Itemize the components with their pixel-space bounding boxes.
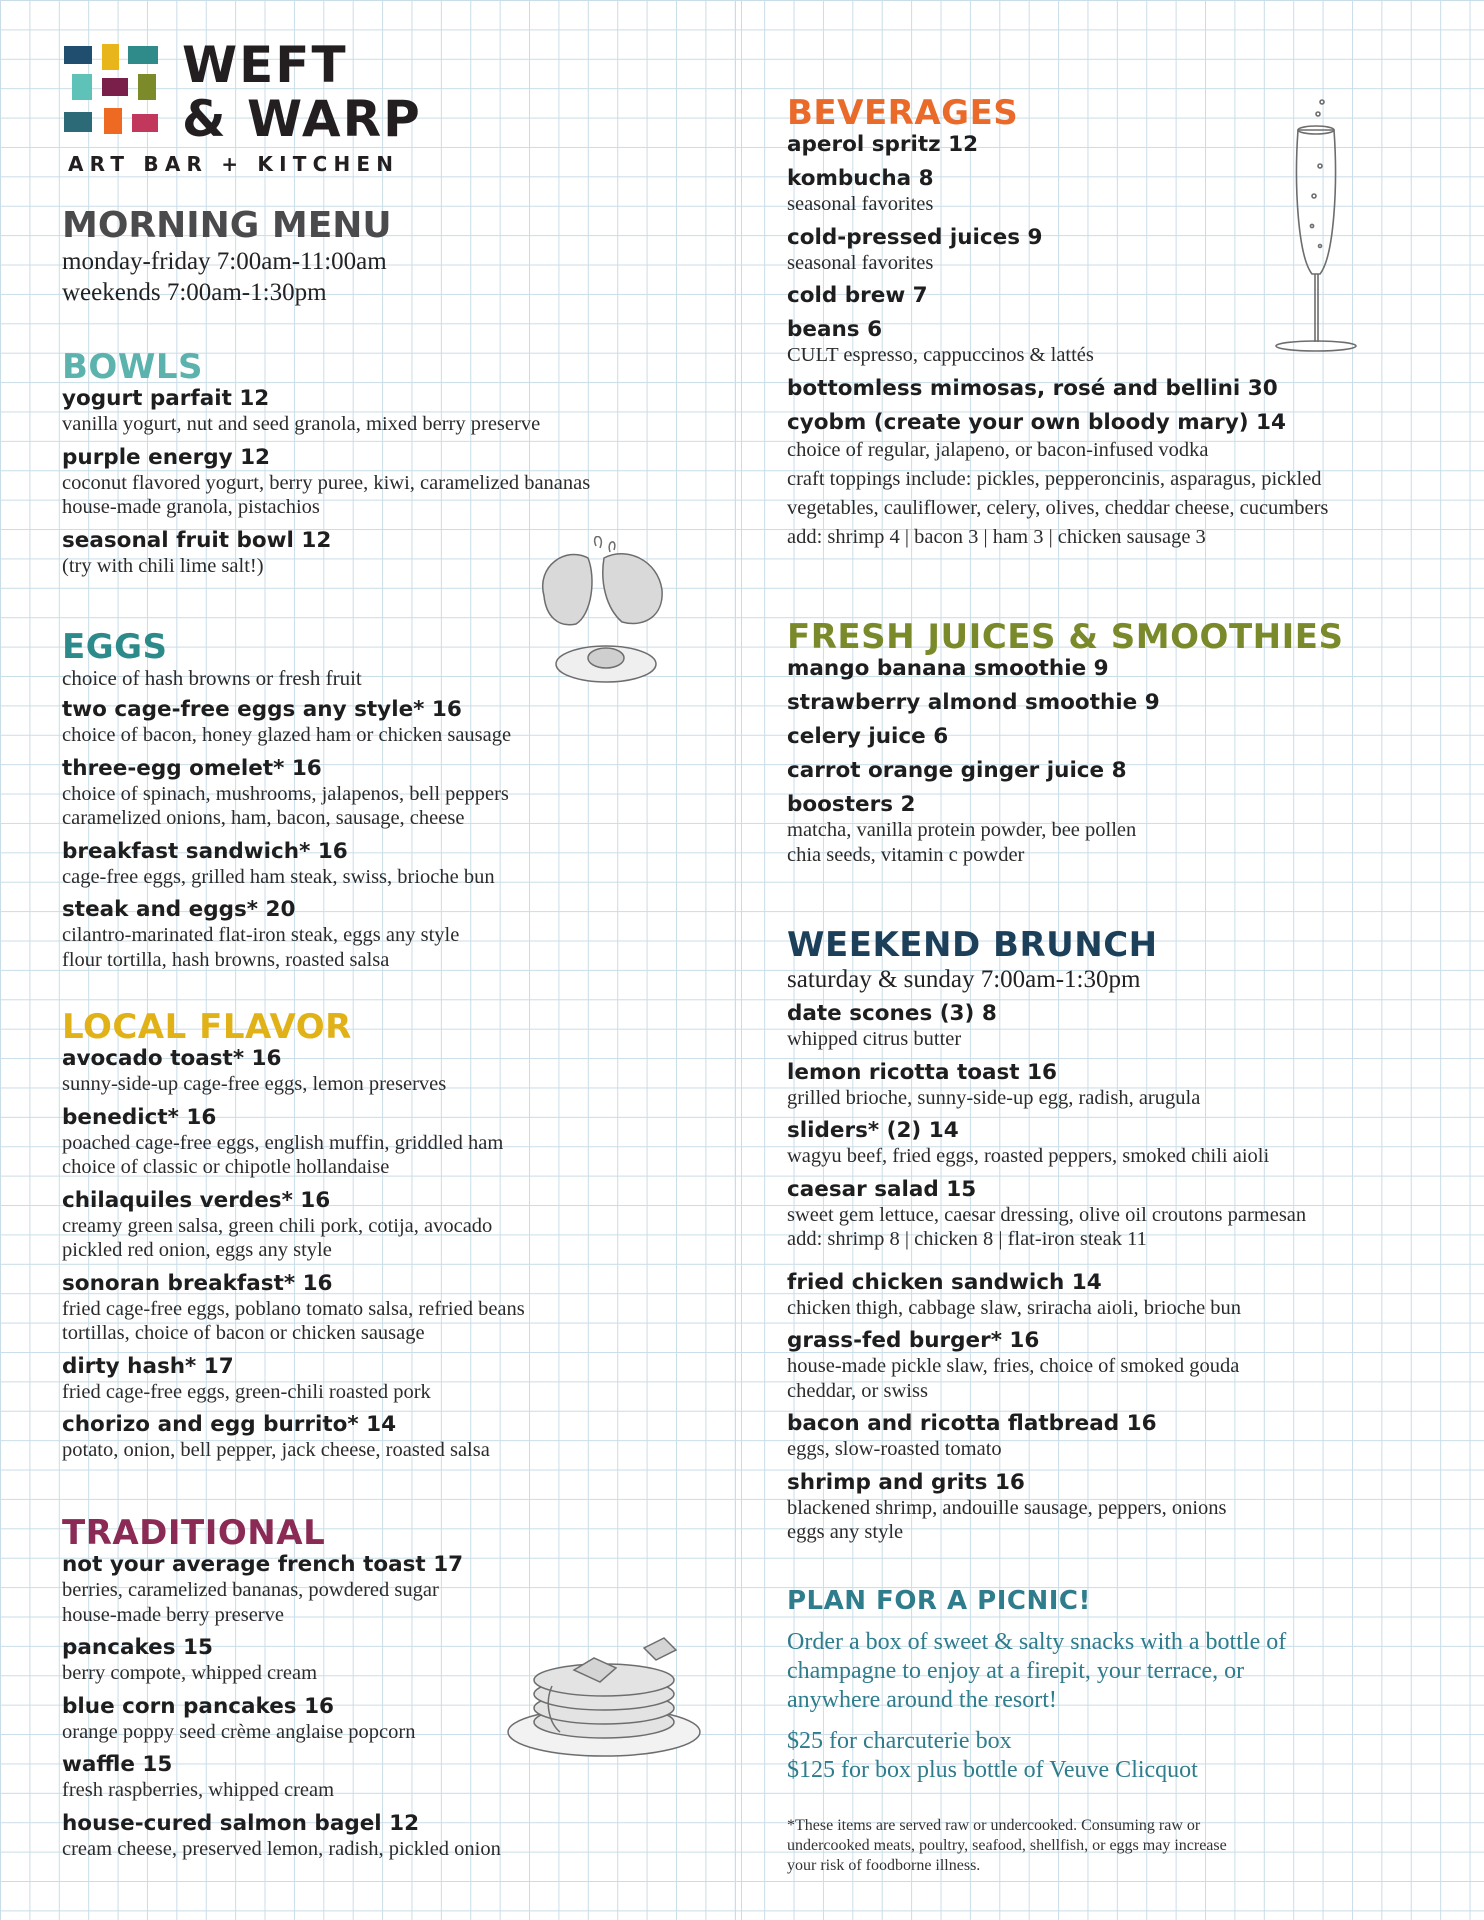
menu-item bbox=[62, 1271, 702, 1346]
menu-item-name: cyobm (create your own bloody mary) 14 bbox=[787, 409, 1286, 435]
menu-item-name: dirty hash* 17 bbox=[62, 1353, 234, 1379]
menu-item-description: cilantro-marinated flat-iron steak, eggs any style bbox=[62, 924, 460, 946]
menu-item-description: flour tortilla, hash browns, roasted salsa bbox=[62, 948, 390, 971]
eggs-illustration bbox=[536, 536, 686, 706]
menu-item-description: CULT espresso, cappuccinos & lattés bbox=[787, 344, 1094, 366]
menu-item-name: boosters 2 bbox=[787, 792, 916, 817]
menu-item bbox=[787, 792, 1447, 867]
logo-tile bbox=[102, 44, 119, 70]
menu-item-name: celery juice 6 bbox=[787, 724, 949, 749]
weekday-hours: monday-friday 7:00am-11:00am bbox=[62, 248, 387, 275]
menu-item-description: house-made berry preserve bbox=[62, 1603, 284, 1626]
menu-item bbox=[787, 724, 1447, 750]
menu-item-description: vegetables, cauliflower, celery, olives, cheddar cheese, cucumbers bbox=[787, 496, 1329, 519]
menu-item-description: choice of classic or chipotle hollandaise bbox=[62, 1156, 390, 1178]
picnic-price-2: $125 for box plus bottle of Veuve Clicquot bbox=[787, 1757, 1198, 1783]
menu-item-description: berry compote, whipped cream bbox=[62, 1662, 318, 1684]
menu-item-name: steak and eggs* 20 bbox=[62, 897, 296, 922]
section-hours: saturday & sunday 7:00am-1:30pm bbox=[787, 966, 1141, 993]
menu-item-name: pancakes 15 bbox=[62, 1635, 213, 1660]
weekend-hours: weekends 7:00am-1:30pm bbox=[62, 279, 327, 306]
menu-item-description: poached cage-free eggs, english muffin, griddled ham bbox=[62, 1131, 504, 1154]
section-local-flavor bbox=[62, 1008, 702, 1471]
raw-food-footnote bbox=[787, 1816, 1427, 1876]
menu-item-description: cream cheese, preserved lemon, radish, pickled onion bbox=[62, 1837, 501, 1860]
logo-tile bbox=[104, 108, 122, 134]
menu-item-description: craft toppings include: pickles, pepperoncinis, asparagus, pickled bbox=[787, 467, 1322, 490]
menu-item bbox=[62, 1188, 702, 1263]
menu-item-name: fried chicken sandwich 14 bbox=[787, 1269, 1102, 1295]
picnic-line: anywhere around the resort! bbox=[787, 1687, 1057, 1713]
menu-item-name: yogurt parfait 12 bbox=[62, 386, 270, 411]
menu-item-name: waffle 15 bbox=[62, 1752, 173, 1777]
menu-item-name: carrot orange ginger juice 8 bbox=[787, 758, 1127, 783]
menu-item-description: caramelized onions, ham, bacon, sausage, cheese bbox=[62, 807, 465, 829]
morning-header bbox=[62, 206, 722, 308]
menu-item bbox=[787, 690, 1447, 716]
menu-item bbox=[62, 756, 702, 831]
picnic-price-1: $25 for charcuterie box bbox=[787, 1728, 1012, 1754]
menu-item bbox=[787, 1411, 1447, 1462]
menu-item-description: house-made pickle slaw, fries, choice of smoked gouda bbox=[787, 1355, 1240, 1377]
menu-item bbox=[787, 1270, 1447, 1321]
menu-item-name: house-cured salmon bagel 12 bbox=[62, 1810, 420, 1836]
logo-line1: WEFT bbox=[182, 36, 348, 94]
menu-item bbox=[787, 1060, 1447, 1111]
menu-item bbox=[62, 386, 702, 437]
menu-item bbox=[62, 1354, 702, 1405]
section-title: LOCAL FLAVOR bbox=[62, 1007, 352, 1047]
logo-tagline: ART BAR + KITCHEN bbox=[68, 152, 400, 176]
menu-item-description: blackened shrimp, andouille sausage, peppers, onions bbox=[787, 1496, 1227, 1519]
menu-item-description: orange poppy seed crème anglaise popcorn bbox=[62, 1720, 416, 1743]
champagne-glass-illustration bbox=[1268, 96, 1364, 356]
menu-item-description: (try with chili lime salt!) bbox=[62, 554, 264, 577]
brand-logo bbox=[64, 36, 444, 184]
picnic-title: PLAN FOR A PICNIC! bbox=[787, 1586, 1091, 1616]
menu-item-description: potato, onion, bell pepper, jack cheese, roasted salsa bbox=[62, 1439, 490, 1461]
picnic-line: champagne to enjoy at a firepit, your terrace, or bbox=[787, 1658, 1245, 1684]
menu-item-name: not your average french toast 17 bbox=[62, 1552, 464, 1577]
menu-item-name: purple energy 12 bbox=[62, 444, 271, 470]
footnote-line: *These items are served raw or undercooked. Consuming raw or bbox=[787, 1817, 1201, 1834]
menu-item bbox=[62, 1811, 702, 1862]
menu-item-name: cold brew 7 bbox=[787, 283, 928, 308]
section-title: TRADITIONAL bbox=[62, 1513, 326, 1553]
menu-item-description: seasonal favorites bbox=[787, 193, 934, 215]
logo-wordmark bbox=[182, 38, 422, 146]
menu-item bbox=[787, 758, 1447, 784]
menu-item bbox=[62, 445, 702, 520]
menu-item-description: tortillas, choice of bacon or chicken sausage bbox=[62, 1322, 425, 1344]
logo-line2: & WARP bbox=[182, 90, 422, 148]
menu-item-description: eggs any style bbox=[787, 1521, 904, 1543]
menu-item-description: fried cage-free eggs, green-chili roasted pork bbox=[62, 1380, 431, 1403]
menu-item-name: strawberry almond smoothie 9 bbox=[787, 690, 1160, 715]
menu-item bbox=[787, 656, 1447, 682]
menu-item bbox=[62, 1412, 702, 1463]
center-divider bbox=[735, 0, 742, 1920]
menu-item-name: bacon and ricotta flatbread 16 bbox=[787, 1411, 1157, 1436]
menu-item-description: vanilla yogurt, nut and seed granola, mixed berry preserve bbox=[62, 413, 541, 435]
menu-item bbox=[62, 897, 702, 972]
menu-item bbox=[787, 376, 1447, 402]
menu-item-description: choice of regular, jalapeno, or bacon-infused vodka bbox=[787, 438, 1209, 461]
section-title: FRESH JUICES & SMOOTHIES bbox=[787, 617, 1344, 657]
menu-item-description: grilled brioche, sunny-side-up egg, radish, arugula bbox=[787, 1086, 1201, 1109]
menu-item-name: benedict* 16 bbox=[62, 1104, 217, 1130]
menu-item-description: matcha, vanilla protein powder, bee pollen bbox=[787, 819, 1137, 841]
section-weekend-brunch bbox=[787, 926, 1447, 1553]
menu-item-description: house-made granola, pistachios bbox=[62, 496, 320, 518]
menu-item bbox=[787, 1118, 1447, 1169]
menu-item bbox=[62, 1552, 702, 1627]
menu-item-name: cold-pressed juices 9 bbox=[787, 224, 1043, 250]
menu-item-description: choice of spinach, mushrooms, jalapenos, bell peppers bbox=[62, 782, 509, 805]
section-title: BOWLS bbox=[62, 347, 203, 387]
menu-item-description: fried cage-free eggs, poblano tomato salsa, refried beans bbox=[62, 1297, 525, 1320]
picnic-line: Order a box of sweet & salty snacks with a bottle of bbox=[787, 1629, 1287, 1655]
menu-item bbox=[62, 839, 702, 890]
footnote-line: your risk of foodborne illness. bbox=[787, 1857, 981, 1874]
menu-item-description: chicken thigh, cabbage slaw, sriracha aioli, brioche bun bbox=[787, 1296, 1242, 1319]
menu-title: MORNING MENU bbox=[62, 205, 392, 246]
picnic-description bbox=[787, 1628, 1447, 1715]
section-title: EGGS bbox=[62, 627, 168, 667]
menu-item-description: cheddar, or swiss bbox=[787, 1379, 928, 1402]
menu-item-description: cage-free eggs, grilled ham steak, swiss, brioche bun bbox=[62, 865, 495, 888]
menu-item bbox=[62, 1046, 702, 1097]
menu-item-name: seasonal fruit bowl 12 bbox=[62, 527, 332, 553]
menu-item-name: bottomless mimosas, rosé and bellini 30 bbox=[787, 375, 1278, 401]
menu-item-name: aperol spritz 12 bbox=[787, 132, 979, 157]
menu-item-description: creamy green salsa, green chili pork, cotija, avocado bbox=[62, 1214, 493, 1237]
menu-item-name: chilaquiles verdes* 16 bbox=[62, 1187, 331, 1213]
menu-item-name: avocado toast* 16 bbox=[62, 1046, 282, 1071]
menu-item-description: whipped citrus butter bbox=[787, 1028, 962, 1050]
logo-tile bbox=[132, 114, 158, 132]
menu-item-description: fresh raspberries, whipped cream bbox=[62, 1779, 335, 1801]
section-title: BEVERAGES bbox=[787, 93, 1019, 133]
menu-item-name: beans 6 bbox=[787, 317, 883, 342]
logo-tile bbox=[72, 74, 92, 100]
logo-tile bbox=[102, 78, 128, 96]
menu-item-name: chorizo and egg burrito* 14 bbox=[62, 1412, 397, 1437]
menu-item-name: lemon ricotta toast 16 bbox=[787, 1059, 1057, 1085]
menu-item bbox=[787, 1177, 1447, 1252]
menu-item-description: add: shrimp 8 | chicken 8 | flat-iron steak 11 bbox=[787, 1228, 1147, 1250]
menu-item-name: kombucha 8 bbox=[787, 166, 934, 191]
menu-item-name: breakfast sandwich* 16 bbox=[62, 838, 348, 864]
menu-item bbox=[787, 1470, 1447, 1545]
footnote-line: undercooked meats, poultry, seafood, shellfish, or eggs may increase bbox=[787, 1837, 1227, 1854]
menu-item-description: wagyu beef, fried eggs, roasted peppers, smoked chili aioli bbox=[787, 1145, 1270, 1167]
section-picnic bbox=[787, 1586, 1447, 1785]
menu-item-description: sunny-side-up cage-free eggs, lemon preserves bbox=[62, 1073, 447, 1095]
logo-tile bbox=[138, 74, 156, 100]
menu-item-description: eggs, slow-roasted tomato bbox=[787, 1438, 1002, 1460]
menu-item-name: caesar salad 15 bbox=[787, 1176, 977, 1202]
menu-item bbox=[787, 1001, 1447, 1052]
menu-item-name: date scones (3) 8 bbox=[787, 1001, 997, 1026]
logo-color-grid bbox=[64, 44, 160, 134]
menu-item-name: sonoran breakfast* 16 bbox=[62, 1270, 333, 1296]
menu-item-description: add: shrimp 4 | bacon 3 | ham 3 | chicken sausage 3 bbox=[787, 525, 1206, 548]
section-subtitle: choice of hash browns or fresh fruit bbox=[62, 666, 362, 690]
logo-tile bbox=[128, 46, 158, 64]
menu-item-description: coconut flavored yogurt, berry puree, kiwi, caramelized bananas bbox=[62, 471, 591, 494]
menu-item-description: sweet gem lettuce, caesar dressing, olive oil croutons parmesan bbox=[787, 1203, 1307, 1226]
logo-tile bbox=[64, 112, 92, 132]
menu-item-name: sliders* (2) 14 bbox=[787, 1118, 959, 1143]
section-title: WEEKEND BRUNCH bbox=[787, 925, 1158, 965]
menu-item-name: three-egg omelet* 16 bbox=[62, 755, 322, 781]
menu-item-name: grass-fed burger* 16 bbox=[787, 1328, 1040, 1353]
menu-item bbox=[787, 410, 1447, 552]
menu-item bbox=[787, 1328, 1447, 1403]
logo-tile bbox=[64, 46, 92, 64]
menu-item-name: mango banana smoothie 9 bbox=[787, 656, 1109, 681]
menu-item-description: seasonal favorites bbox=[787, 251, 934, 274]
menu-item-name: two cage-free eggs any style* 16 bbox=[62, 697, 462, 722]
menu-item bbox=[62, 1105, 702, 1180]
menu-item-name: blue corn pancakes 16 bbox=[62, 1693, 335, 1719]
menu-item-description: chia seeds, vitamin c powder bbox=[787, 843, 1025, 866]
pancakes-illustration bbox=[504, 1628, 704, 1768]
menu-item-description: pickled red onion, eggs any style bbox=[62, 1239, 332, 1261]
menu-item-description: choice of bacon, honey glazed ham or chicken sausage bbox=[62, 724, 512, 746]
section-fresh-juices bbox=[787, 618, 1447, 875]
menu-item-name: shrimp and grits 16 bbox=[787, 1469, 1025, 1495]
menu-item-description: berries, caramelized bananas, powdered sugar bbox=[62, 1579, 439, 1601]
